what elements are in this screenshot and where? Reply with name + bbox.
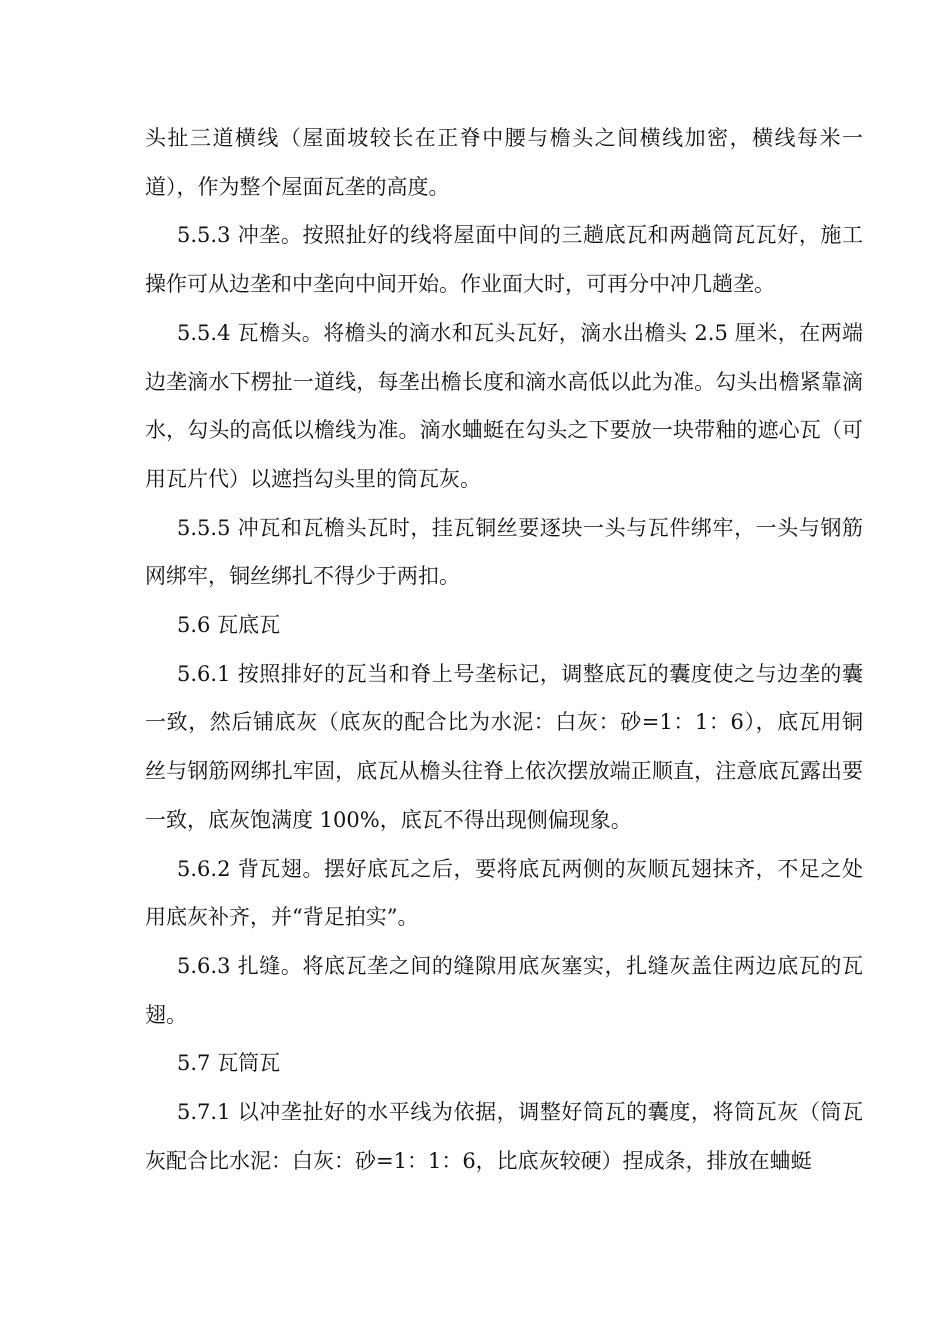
paragraph-5-7-1: 5.7.1 以冲垄扯好的水平线为依据，调整好筒瓦的囊度，将筒瓦灰（筒瓦灰配合比水泥：白灰：砂=1：1：6，比底灰较硬）捏成条，排放在蛐蜓: [145, 1100, 863, 1173]
section-heading-5-6: 5.6 瓦底瓦: [177, 613, 281, 638]
paragraph-continuation: 头扯三道横线（屋面坡较长在正脊中腰与檐头之间横线加密，横线每米一道），作为整个屋面瓦垄的高度。: [145, 126, 863, 199]
document-body: [145, 114, 863, 1185]
paragraph-5-5-5: 5.5.5 冲瓦和瓦檐头瓦时，挂瓦铜丝要逐块一头与瓦件绑牢，一头与钢筋网绑牢，铜丝绑扎不得少于两扣。: [145, 515, 863, 589]
paragraph-5-6-2: 5.6.2 背瓦翅。摆好底瓦之后，要将底瓦两侧的灰顺瓦翅抹齐，不足之处用底灰补齐，并“背足拍实”。: [145, 856, 863, 930]
section-heading-5-7: 5.7 瓦筒瓦: [177, 1051, 281, 1076]
paragraph-5-6-1: 5.6.1 按照排好的瓦当和脊上号垄标记，调整底瓦的囊度使之与边垄的囊一致，然后铺底灰（底灰的配合比为水泥：白灰：砂=1：1：6），底瓦用铜丝与钢筋网绑扎牢固，底瓦从檐头往脊上依次摆放端正顺直，注意底瓦露出要一致，底灰饱满度 100%，底瓦不得出现侧偏现象。: [145, 661, 863, 832]
paragraph-5-6-3: 5.6.3 扎缝。将底瓦垄之间的缝隙用底灰塞实，扎缝灰盖住两边底瓦的瓦翅。: [145, 953, 863, 1027]
paragraph-5-5-3: 5.5.3 冲垄。按照扯好的线将屋面中间的三趟底瓦和两趟筒瓦瓦好，施工操作可从边垄和中垄向中间开始。作业面大时，可再分中冲几趟垄。: [145, 223, 863, 297]
paragraph-5-5-4: 5.5.4 瓦檐头。将檐头的滴水和瓦头瓦好，滴水出檐头 2.5 厘米，在两端边垄滴水下楞扯一道线，每垄出檐长度和滴水高低以此为准。勾头出檐紧靠滴水，勾头的高低以檐线为准。滴水蛐蜓在勾头之下要放一块带釉的遮心瓦（可用瓦片代）以遮挡勾头里的筒瓦灰。: [145, 320, 863, 491]
